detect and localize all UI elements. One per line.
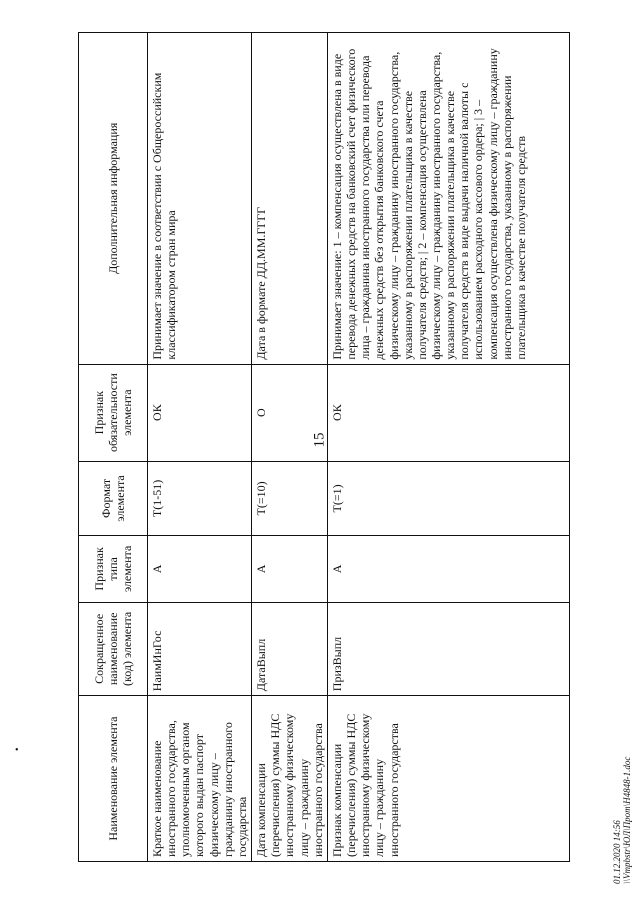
- cell-element-code: НаимИнГос: [148, 602, 252, 696]
- cell-element-format: Т(1-51): [148, 461, 252, 536]
- cell-element-required: ОК: [327, 364, 569, 461]
- header-element-name: Наименование элемента: [79, 696, 148, 862]
- cell-element-format: Т(=1): [327, 461, 569, 536]
- cell-element-required: ОК: [148, 364, 252, 461]
- header-element-required: Признак обязательности элемента: [79, 364, 148, 461]
- footer-timestamp: 01.12.2020 14:56: [612, 820, 622, 884]
- cell-element-name: Краткое наименование иностранного государства, уполномоченным органом которого выдан паспорт физическому лицу – гражданину иностранного государства: [148, 696, 252, 862]
- header-additional-info: Дополнительная информация: [79, 33, 148, 365]
- page-number: 15: [311, 432, 328, 448]
- table-row: [327, 33, 569, 862]
- margin-mark: •: [15, 745, 19, 756]
- cell-element-required: О: [252, 364, 328, 461]
- element-spec-table: [78, 32, 570, 862]
- table-row: [252, 33, 328, 862]
- cell-element-name: Дата компенсации (перечисления) суммы НДС иностранному физическому лицу – гражданину иностранного государства: [252, 696, 328, 862]
- cell-element-format: Т(=10): [252, 461, 328, 536]
- rotated-table-container: [78, 32, 570, 862]
- cell-element-type: А: [327, 536, 569, 602]
- cell-element-type: А: [252, 536, 328, 602]
- cell-element-code: ПризВыпл: [327, 602, 569, 696]
- cell-additional-info: Принимает значение: 1 – компенсация осуществлена в виде перевода денежных средств на банковский счет физического лица – гражданина иностранного государства или перевода денежных средств без открытия банковского счета физическому лицу – гражданину иностранного государства, указанному в распоряжении плательщика в качестве получателя средств; | 2 – компенсация осуществлена физическому лицу – гражданину иностранного государства, указанному в распоряжении плательщика в качестве получателя средств в виде выдачи наличной валюты с использованием расходного кассового ордера; | 3 – компенсация осуществлена физическому лицу – гражданину иностранного государства, указанному в распоряжении плательщика в качестве получателя средств: [327, 33, 569, 365]
- table-row: [148, 33, 252, 862]
- header-element-type: Признак типа элемента: [79, 536, 148, 602]
- cell-element-name: Признак компенсации (перечисления) суммы НДС иностранному физическому лицу – гражданину иностранного государства: [327, 696, 569, 862]
- footer-file-path: \\Vmpbstr\ЮЛ\Прот\Н4848-1.doc: [622, 756, 633, 884]
- document-footer: [612, 714, 633, 884]
- cell-additional-info: Дата в формате ДД.ММ.ГГГГ: [252, 33, 328, 365]
- cell-element-type: А: [148, 536, 252, 602]
- table-header-row: [79, 33, 148, 862]
- header-element-format: Формат элемента: [79, 461, 148, 536]
- header-element-code: Сокращенное наименование (код) элемента: [79, 602, 148, 696]
- cell-element-code: ДатаВыпл: [252, 602, 328, 696]
- cell-additional-info: Принимает значение в соответствии с Общероссийским классификатором стран мира: [148, 33, 252, 365]
